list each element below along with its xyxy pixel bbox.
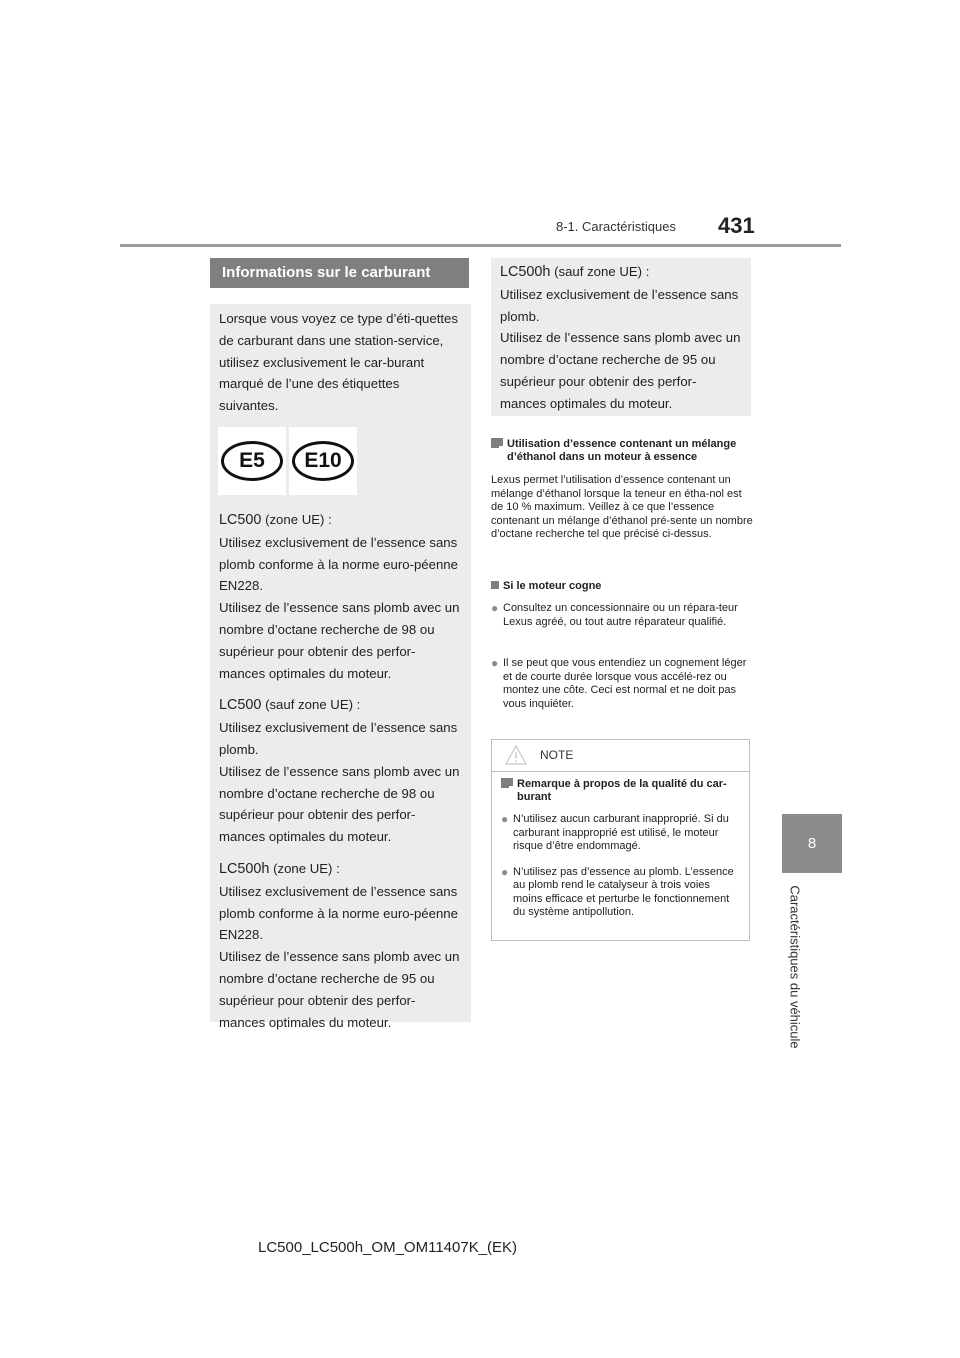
knock-heading <box>491 580 751 593</box>
square-bullet-icon <box>491 438 503 446</box>
chapter-tab <box>782 814 842 873</box>
spec-text: Utilisez exclusivement de l’essence sans plomb conforme à la norme euro-péenne EN228. <box>219 883 458 943</box>
spec-lc500-eu <box>219 509 461 684</box>
fuel-label-row <box>218 427 461 497</box>
spec-text-octane: Utilisez de l’essence sans plomb avec un nombre d’octane recherche de 95 ou supérieur pour obtenir des perfor-mances optimales du moteur. <box>500 330 741 411</box>
spec-heading <box>500 261 741 284</box>
list-item <box>491 657 753 711</box>
fuel-intro-text: Lorsque vous voyez ce type d’éti-quettes de carburant dans une station-service, utilisez exclusivement le car-burant marqué de l’une des étiquettes suivantes. <box>219 311 458 414</box>
header-divider <box>120 244 841 247</box>
circle-bullet-icon: ● <box>501 812 509 826</box>
document-code: LC500_LC500h_OM_OM11407K_(EK) <box>258 1239 518 1256</box>
fuel-label-e5 <box>218 427 286 495</box>
chapter-label-text: Caractéristiques du véhicule <box>787 885 803 1049</box>
spec-text-octane: Utilisez de l’essence sans plomb avec un nombre d’octane recherche de 98 ou supérieur pour obtenir des perfor-mances optimales du moteur. <box>219 763 460 845</box>
fuel-info-title: Informations sur le carburant <box>210 258 469 288</box>
spec-model: LC500 <box>219 511 262 528</box>
spec-text: Utilisez exclusivement de l’essence sans plomb. <box>500 286 739 324</box>
spec-text-octane: Utilisez de l’essence sans plomb avec un nombre d’octane recherche de 95 ou supérieur pour obtenir des perfor-mances optimales du moteur. <box>219 949 460 1030</box>
knock-heading-text: Si le moteur cogne <box>503 580 602 592</box>
spec-zone: (sauf zone UE) : <box>550 264 650 279</box>
fuel-label-e10-oval <box>292 441 354 481</box>
list-item-text: N’utilisez aucun carburant inapproprié. Si du carburant inapproprié est utilisé, le moteur risque d’être endommagé. <box>513 813 729 852</box>
spec-text-octane: Utilisez de l’essence sans plomb avec un nombre d’octane recherche de 98 ou supérieur pour obtenir des perfor-mances optimales du moteur. <box>219 600 460 681</box>
circle-bullet-icon: ● <box>501 864 509 879</box>
chapter-number: 8 <box>807 835 817 852</box>
spec-lc500h-non-eu <box>491 258 751 416</box>
list-item <box>501 813 739 854</box>
list-item <box>501 866 739 920</box>
chapter-label <box>765 882 825 1052</box>
square-bullet-icon <box>501 778 513 786</box>
ethanol-text: Lexus permet l’utilisation d’essence contenant un mélange d’éthanol lorsque la teneur en étha-nol est de 10 % maximum. Veillez à ce que l’essence contenant un mélange d’éthanol pré-sente un nombre d’octane recherche tel que précisé ci-dessus. <box>491 474 753 540</box>
list-item-text: Consultez un concessionnaire ou un répara-teur Lexus agréé, ou tout autre réparateur qualifié. <box>503 602 738 628</box>
spec-model: LC500h <box>500 264 551 280</box>
fuel-info-box <box>210 304 471 1030</box>
ethanol-heading <box>491 438 751 464</box>
list-item-text: N’utilisez pas d’essence au plomb. L’essence au plomb rend le catalyseur à trois voies moins efficace et perturbe le fonctionnement du système antipollution. <box>513 865 734 918</box>
note-title-text: Remarque à propos de la qualité du car-burant <box>517 778 727 803</box>
spec-heading <box>219 694 461 717</box>
spec-lc500-non-eu <box>219 694 461 848</box>
circle-bullet-icon: ● <box>491 656 499 670</box>
fuel-label-e10-text: E10 <box>304 449 342 473</box>
spec-model: LC500h <box>219 860 270 877</box>
spec-heading <box>219 509 461 532</box>
warning-icon <box>504 744 528 766</box>
spec-text: Utilisez exclusivement de l’essence sans plomb. <box>219 720 458 757</box>
ethanol-heading-text: Utilisation d’essence contenant un mélange d’éthanol dans un moteur à essence <box>507 438 737 463</box>
note-box <box>491 739 750 941</box>
spec-model: LC500 <box>219 697 262 714</box>
spec-zone: (zone UE) : <box>269 860 340 876</box>
circle-bullet-icon: ● <box>491 601 499 615</box>
spec-text: Utilisez exclusivement de l’essence sans plomb conforme à la norme euro-péenne EN228. <box>219 534 458 594</box>
spec-lc500h-eu <box>219 858 461 1033</box>
fuel-label-e10 <box>289 427 357 495</box>
note-label: NOTE <box>540 748 574 762</box>
note-header <box>492 740 749 772</box>
page-number: 431 <box>718 213 755 238</box>
list-item-text: Il se peut que vous entendiez un cognement léger et de courte durée lorsque vous accélé-rez ou montez une côte. Ceci est normal et ne doit pas vous inquiéter. <box>503 657 747 710</box>
note-body <box>492 778 749 920</box>
square-bullet-icon <box>491 581 499 589</box>
note-title <box>501 778 739 804</box>
fuel-label-e5-oval <box>221 441 283 481</box>
spec-heading <box>219 858 461 881</box>
spec-zone: (sauf zone UE) : <box>261 697 361 713</box>
fuel-label-e5-text: E5 <box>239 449 265 473</box>
list-item <box>491 602 751 629</box>
spec-zone: (zone UE) : <box>261 511 332 527</box>
section-title: 8-1. Caractéristiques <box>556 219 676 234</box>
